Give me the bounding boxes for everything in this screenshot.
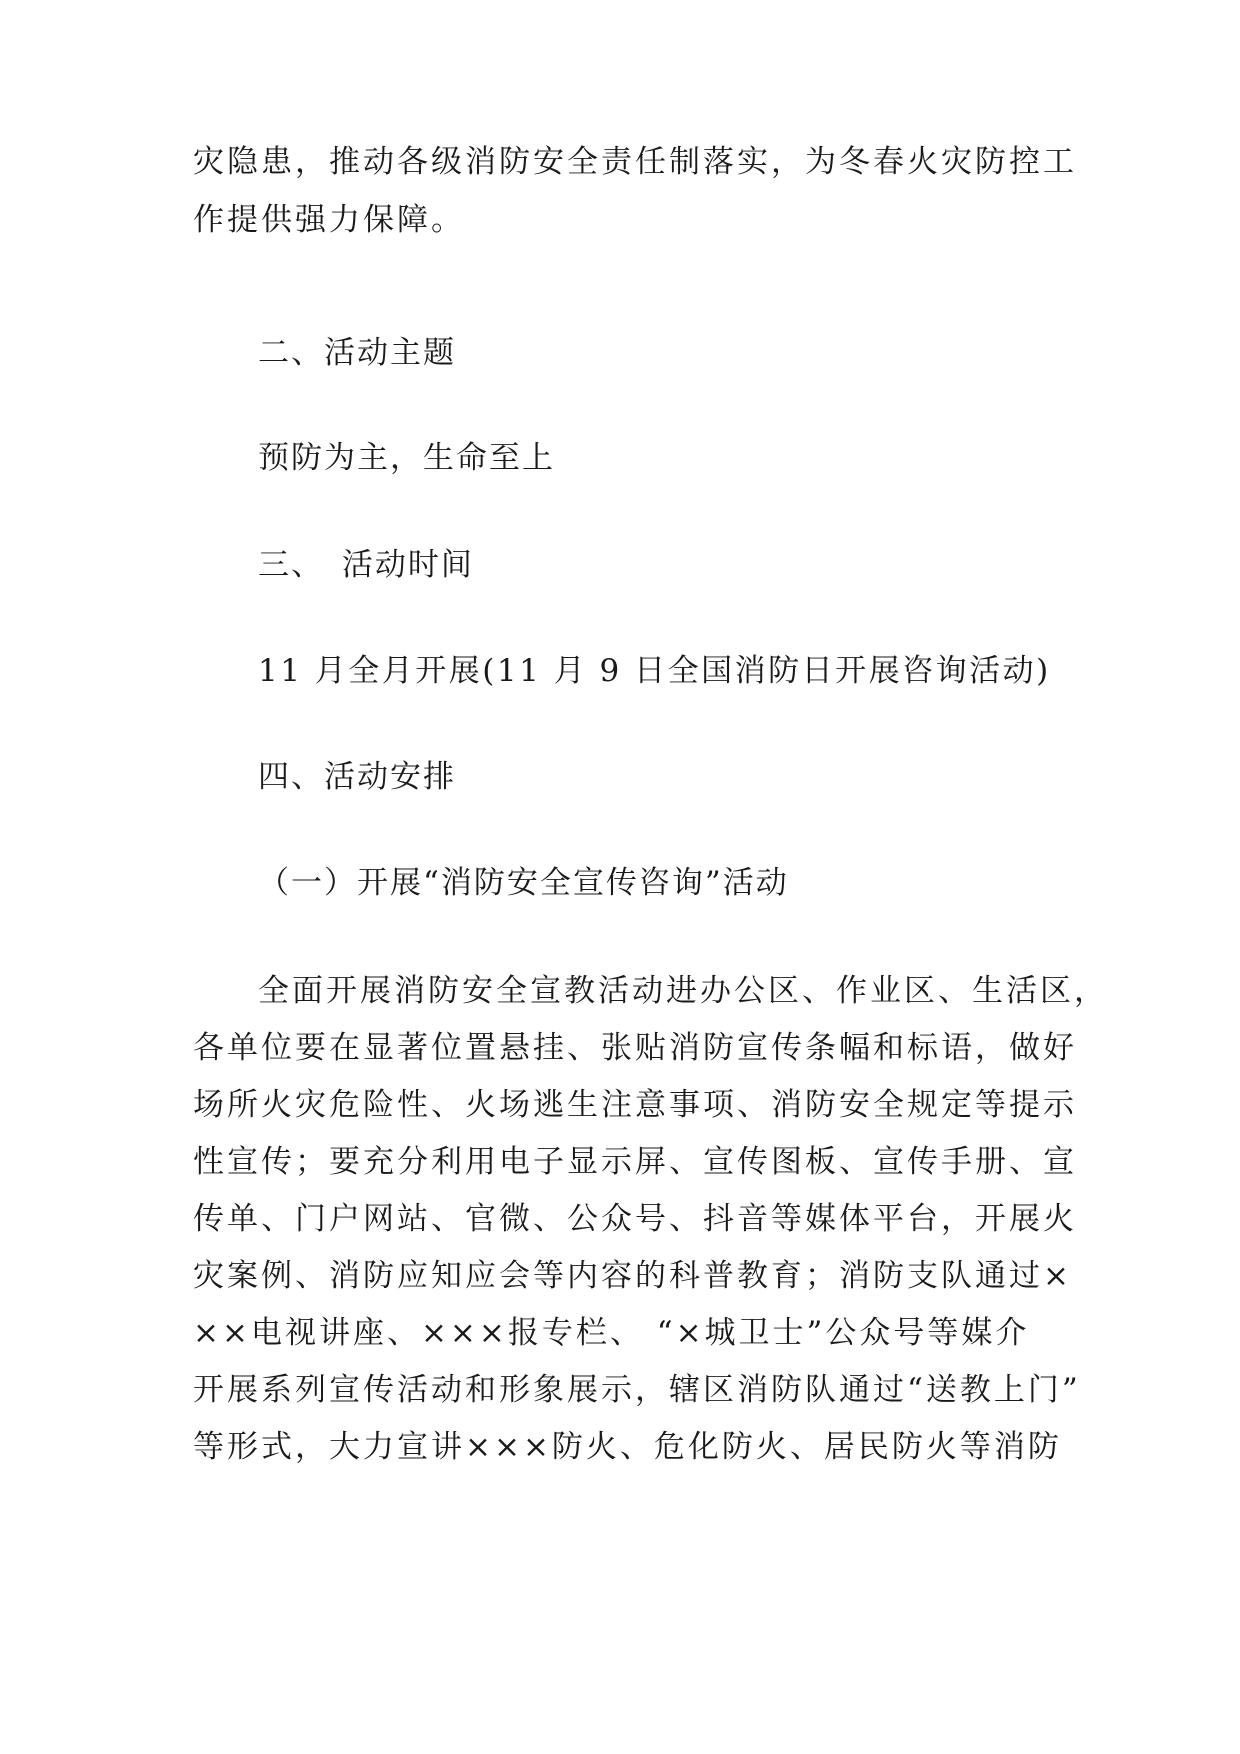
subsection1-line-3: 场所火灾危险性、火场逃生注意事项、消防安全规定等提示	[193, 1087, 1077, 1123]
section-heading-time: 三、 活动时间	[258, 547, 474, 583]
subsection1-line-8: 开展系列宣传活动和形象展示，辖区消防队通过“送教上门”	[193, 1372, 1081, 1408]
subsection1-line-1: 全面开展消防安全宣教活动进办公区、作业区、生活区，	[258, 973, 1108, 1009]
subsection1-line-6: 灾案例、消防应知应会等内容的科普教育；消防支队通过×	[193, 1258, 1072, 1294]
section-body-time: 11 月全月开展(11 月 9 日全国消防日开展咨询活动)	[258, 653, 1051, 689]
section-heading-theme: 二、活动主题	[258, 335, 456, 371]
intro-line-1: 灾隐患，推动各级消防安全责任制落实，为冬春火灾防控工	[193, 144, 1077, 180]
subsection1-line-4: 性宣传；要充分利用电子显示屏、宣传图板、宣传手册、宣	[193, 1144, 1077, 1180]
subsection1-line-7: ××电视讲座、×××报专栏、 “×城卫士”公众号等媒介	[193, 1315, 1030, 1351]
subsection-heading-1: （一）开展“消防安全宣传咨询”活动	[258, 865, 789, 901]
subsection1-line-2: 各单位要在显著位置悬挂、张贴消防宣传条幅和标语，做好	[193, 1030, 1077, 1066]
subsection1-line-9: 等形式，大力宣讲×××防火、危化防火、居民防火等消防	[193, 1429, 1062, 1465]
subsection1-line-5: 传单、门户网站、官微、公众号、抖音等媒体平台，开展火	[193, 1201, 1077, 1237]
section-heading-arrangement: 四、活动安排	[258, 759, 456, 795]
section-body-theme: 预防为主，生命至上	[258, 440, 555, 476]
intro-line-2: 作提供强力保障。	[193, 202, 465, 238]
